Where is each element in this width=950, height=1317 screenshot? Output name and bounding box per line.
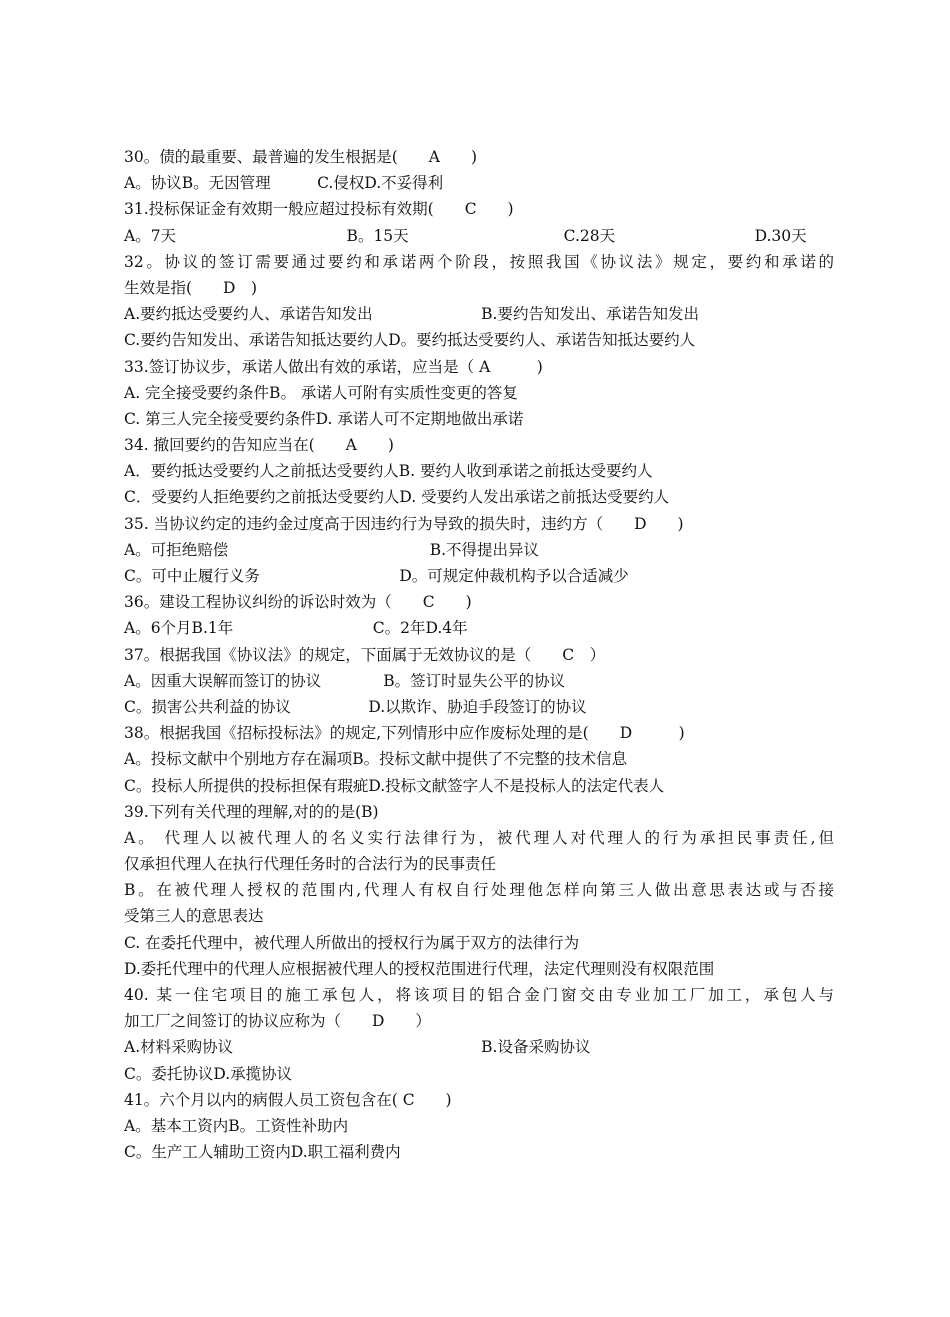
question-39-option-b-continued: 受第三人的意思表达 <box>124 907 264 926</box>
question-30-stem: 30。债的最重要、最普遍的发生根据是( A ) <box>124 148 478 166</box>
question-34-options-cd: C．受要约人拒绝要约之前抵达受要约人D. 受要约人发出承诺之前抵达受要约人 <box>124 488 670 507</box>
question-35-options-ab: A。可拒绝赔偿 B.不得提出异议 <box>124 540 540 559</box>
question-37-options-cd: C。损害公共利益的协议 D.以欺诈、胁迫手段签订的协议 <box>124 697 587 716</box>
question-34-stem: 34. 撤回要约的告知应当在( A ) <box>124 436 394 455</box>
question-38-options-ab: A。投标文献中个别地方存在漏项B。投标文献中提供了不完整的技术信息 <box>124 750 628 769</box>
question-41-options-cd: C。生产工人辅助工资内D.职工福利费内 <box>124 1143 401 1162</box>
question-38-options-cd: C。投标人所提供的投标担保有瑕疵D.投标文献签字人不是投标人的法定代表人 <box>124 776 665 795</box>
question-30-options: A。协议B。无因管理 C.侵权D.不妥得利 <box>124 174 444 193</box>
question-40-stem: 40. 某一住宅项目的施工承包人，将该项目的铝合金门窗交由专业加工厂加工，承包人与 <box>124 986 834 1004</box>
question-37-options-ab: A。因重大误解而签订的协议 B。签订时显失公平的协议 <box>124 671 566 690</box>
question-40-stem-continued: 加工厂之间签订的协议应称为（ D ） <box>124 1012 431 1031</box>
question-32-options-cd: C.要约告知发出、承诺告知抵达要约人D。要约抵达受要约人、承诺告知抵达要约人 <box>124 331 696 350</box>
question-32-stem: 32。协议的签订需要通过要约和承诺两个阶段，按照我国《协议法》规定，要约和承诺的 <box>124 252 834 271</box>
question-33-options-cd: C. 第三人完全接受要约条件D. 承诺人可不定期地做出承诺 <box>124 409 524 428</box>
question-40-options-cd: C。委托协议D.承揽协议 <box>124 1064 293 1083</box>
question-41-stem: 41。六个月以内的病假人员工资包含在( C ) <box>124 1090 452 1109</box>
question-41-options-ab: A。基本工资内B。工资性补助内 <box>124 1116 349 1135</box>
question-33-stem: 33.签订协议步，承诺人做出有效的承诺，应当是（ A ) <box>124 357 543 376</box>
question-39-option-d: D.委托代理中的代理人应根据被代理人的授权范围进行代理，法定代理则没有权限范围 <box>124 959 715 978</box>
question-39-option-b: B。在被代理人授权的范围内,代理人有权自行处理他怎样向第三人做出意思表达或与否接 <box>124 881 834 900</box>
question-32-options-ab: A.要约抵达受要约人、承诺告知发出 B.要约告知发出、承诺告知发出 <box>124 305 699 324</box>
question-32-stem-continued: 生效是指( D ) <box>124 278 258 297</box>
question-33-options-ab: A. 完全接受要约条件B。 承诺人可附有实质性变更的答复 <box>124 383 518 402</box>
question-36-stem: 36。建设工程协议纠纷的诉讼时效为（ C ) <box>124 593 472 612</box>
question-37-stem: 37。根据我国《协议法》的规定，下面属于无效协议的是（ C ） <box>124 645 606 664</box>
question-31-stem: 31.投标保证金有效期一般应超过投标有效期( C ) <box>124 200 514 219</box>
question-36-options: A。6个月B.1年 C。2年D.4年 <box>124 619 468 638</box>
document-body <box>124 144 834 1165</box>
question-39-stem: 39.下列有关代理的理解,对的的是(B) <box>124 802 379 821</box>
question-34-options-ab: A．要约抵达受要约人之前抵达受要约人B. 要约人收到承诺之前抵达受要约人 <box>124 462 653 481</box>
question-31-options: A。7天 B。15天 C.28天 D.30天 <box>124 226 807 245</box>
question-40-options-ab: A.材料采购协议 B.设备采购协议 <box>124 1038 591 1057</box>
question-39-option-a: A。 代理人以被代理人的名义实行法律行为，被代理人对代理人的行为承担民事责任,但 <box>124 828 834 847</box>
question-38-stem: 38。根据我国《招标投标法》的规定,下列情形中应作废标处理的是( D ) <box>124 724 685 743</box>
question-39-option-a-continued: 仅承担代理人在执行代理任务时的合法行为的民事责任 <box>124 855 497 874</box>
question-35-options-cd: C。可中止履行义务 D。可规定仲裁机构予以合适减少 <box>124 567 629 585</box>
question-39-option-c: C. 在委托代理中，被代理人所做出的授权行为属于双方的法律行为 <box>124 933 580 952</box>
question-35-stem: 35. 当协议约定的违约金过度高于因违约行为导致的损失时，违约方（ D ) <box>124 514 684 533</box>
